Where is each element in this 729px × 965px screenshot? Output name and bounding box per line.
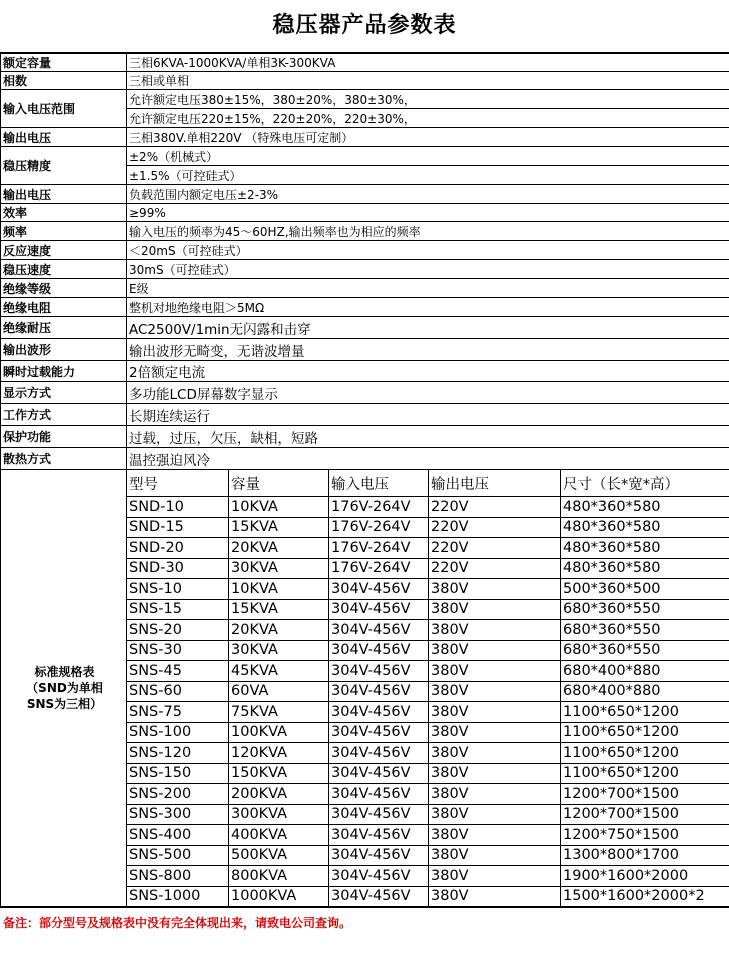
spec-label-line: SNS为三相）	[26, 697, 103, 711]
footnote: 备注：部分型号及规格表中没有完全体现出来，请致电公司查询。	[0, 907, 729, 938]
spec-cell: 380V	[429, 681, 561, 702]
spec-cell: 380V	[429, 661, 561, 682]
spec-cell: 304V-456V	[329, 743, 429, 764]
param-key: 频率	[1, 222, 127, 241]
spec-cell: 304V-456V	[329, 640, 429, 661]
param-key: 相数	[1, 72, 127, 90]
spec-cell: 60VA	[229, 681, 329, 702]
param-value: 允许额定电压220±15%，220±20%，220±30%，	[127, 109, 729, 128]
param-value: 负载范围内额定电压±2-3%	[127, 185, 729, 204]
spec-cell: 150KVA	[229, 763, 329, 784]
spec-cell: 176V-264V	[329, 538, 429, 559]
spec-cell: 680*400*880	[561, 661, 729, 682]
spec-cell: 15KVA	[229, 517, 329, 538]
spec-cell: 220V	[429, 538, 561, 559]
param-key: 额定容量	[1, 54, 127, 72]
spec-cell: 380V	[429, 579, 561, 600]
spec-cell: SNS-150	[127, 763, 229, 784]
param-key: 显示方式	[1, 382, 127, 404]
spec-cell: 300KVA	[229, 804, 329, 825]
param-row	[1, 222, 729, 241]
spec-header-row	[1, 470, 729, 497]
param-value: 输出波形无畸变，无谐波增量	[127, 339, 729, 361]
param-row	[1, 185, 729, 204]
spec-cell: 400KVA	[229, 825, 329, 846]
spec-table-label	[1, 470, 127, 907]
spec-cell: 220V	[429, 558, 561, 579]
spec-cell: 380V	[429, 763, 561, 784]
spec-cell: 304V-456V	[329, 825, 429, 846]
spec-cell: SNS-30	[127, 640, 229, 661]
spec-cell: 120KVA	[229, 743, 329, 764]
spec-cell: 304V-456V	[329, 579, 429, 600]
spec-cell: 380V	[429, 743, 561, 764]
spec-cell: 380V	[429, 886, 561, 907]
param-row	[1, 361, 729, 382]
param-row	[1, 448, 729, 470]
spec-cell: 304V-456V	[329, 866, 429, 887]
param-key: 绝缘电阻	[1, 298, 127, 317]
param-key: 反应速度	[1, 241, 127, 260]
spec-cell: SNS-75	[127, 702, 229, 723]
param-row	[1, 204, 729, 222]
spec-cell: 680*360*550	[561, 620, 729, 641]
spec-cell: 100KVA	[229, 722, 329, 743]
param-value: ＜20mS（可控硅式）	[127, 241, 729, 260]
parameter-table	[0, 53, 729, 907]
param-value: AC2500V/1min无闪露和击穿	[127, 317, 729, 339]
param-value: 输入电压的频率为45～60HZ,输出频率也为相应的频率	[127, 222, 729, 241]
param-key: 瞬时过载能力	[1, 361, 127, 382]
spec-cell: 45KVA	[229, 661, 329, 682]
spec-cell: 480*360*580	[561, 497, 729, 518]
spec-cell: 20KVA	[229, 620, 329, 641]
spec-label-line: 标准规格表	[34, 665, 95, 679]
param-key: 输出电压	[1, 128, 127, 147]
spec-cell: 380V	[429, 845, 561, 866]
spec-cell: 75KVA	[229, 702, 329, 723]
param-row	[1, 90, 729, 109]
spec-cell: 304V-456V	[329, 722, 429, 743]
spec-cell: 500KVA	[229, 845, 329, 866]
spec-column-header: 尺寸（长*宽*高）	[561, 470, 729, 497]
spec-cell: 176V-264V	[329, 558, 429, 579]
spec-cell: SNS-300	[127, 804, 229, 825]
spec-cell: SNS-200	[127, 784, 229, 805]
spec-cell: SNS-45	[127, 661, 229, 682]
spec-column-header: 输入电压	[329, 470, 429, 497]
spec-cell: 1000KVA	[229, 886, 329, 907]
spec-cell: 380V	[429, 825, 561, 846]
param-row	[1, 54, 729, 72]
spec-cell: 20KVA	[229, 538, 329, 559]
spec-cell: 380V	[429, 640, 561, 661]
spec-cell: 304V-456V	[329, 763, 429, 784]
spec-cell: 380V	[429, 722, 561, 743]
spec-cell: SNS-100	[127, 722, 229, 743]
param-value: 多功能LCD屏幕数字显示	[127, 382, 729, 404]
spec-cell: 304V-456V	[329, 886, 429, 907]
param-value: 长期连续运行	[127, 404, 729, 426]
spec-cell: 200KVA	[229, 784, 329, 805]
param-key: 输出波形	[1, 339, 127, 361]
spec-cell: 176V-264V	[329, 517, 429, 538]
param-row	[1, 128, 729, 147]
spec-cell: 500*360*500	[561, 579, 729, 600]
param-row	[1, 72, 729, 90]
param-value: ≥99%	[127, 204, 729, 222]
param-value: 2倍额定电流	[127, 361, 729, 382]
spec-cell: 304V-456V	[329, 804, 429, 825]
spec-cell: SNS-20	[127, 620, 229, 641]
page-title: 稳压器产品参数表	[0, 0, 729, 53]
spec-cell: SNS-15	[127, 599, 229, 620]
spec-cell: 380V	[429, 804, 561, 825]
spec-label-line: （SND为单相	[26, 681, 103, 695]
spec-cell: SNS-1000	[127, 886, 229, 907]
spec-cell: SND-15	[127, 517, 229, 538]
param-value: ±2%（机械式）	[127, 147, 729, 166]
spec-cell: 30KVA	[229, 640, 329, 661]
spec-cell: 15KVA	[229, 599, 329, 620]
spec-cell: 1500*1600*2000*2	[561, 886, 729, 907]
param-row	[1, 339, 729, 361]
param-key: 工作方式	[1, 404, 127, 426]
param-row	[1, 298, 729, 317]
spec-cell: 380V	[429, 702, 561, 723]
spec-cell: 1200*750*1500	[561, 825, 729, 846]
spec-cell: 176V-264V	[329, 497, 429, 518]
spec-cell: 1300*800*1700	[561, 845, 729, 866]
spec-cell: 30KVA	[229, 558, 329, 579]
param-value: ±1.5%（可控硅式）	[127, 166, 729, 185]
param-key: 输出电压	[1, 185, 127, 204]
param-value: 允许额定电压380±15%，380±20%，380±30%，	[127, 90, 729, 109]
param-value: 温控强迫风冷	[127, 448, 729, 470]
spec-cell: 304V-456V	[329, 845, 429, 866]
spec-cell: 1200*700*1500	[561, 784, 729, 805]
spec-column-header: 型号	[127, 470, 229, 497]
param-value: 过载，过压，欠压，缺相，短路	[127, 426, 729, 448]
param-key: 绝缘等级	[1, 279, 127, 298]
param-row	[1, 426, 729, 448]
param-key: 稳压精度	[1, 147, 127, 185]
spec-column-header: 输出电压	[429, 470, 561, 497]
spec-cell: SNS-120	[127, 743, 229, 764]
spec-cell: 304V-456V	[329, 784, 429, 805]
spec-cell: SND-10	[127, 497, 229, 518]
spec-cell: 220V	[429, 517, 561, 538]
spec-cell: 380V	[429, 784, 561, 805]
spec-cell: SNS-500	[127, 845, 229, 866]
param-value: E级	[127, 279, 729, 298]
spec-cell: 480*360*580	[561, 517, 729, 538]
param-row	[1, 147, 729, 166]
spec-cell: 10KVA	[229, 579, 329, 600]
param-row	[1, 317, 729, 339]
spec-cell: 680*360*550	[561, 599, 729, 620]
param-value: 三相6KVA-1000KVA/单相3K-300KVA	[127, 54, 729, 72]
spec-cell: 480*360*580	[561, 558, 729, 579]
spec-cell: 1100*650*1200	[561, 702, 729, 723]
spec-cell: 680*360*550	[561, 640, 729, 661]
spec-cell: 680*400*880	[561, 681, 729, 702]
spec-cell: 1100*650*1200	[561, 743, 729, 764]
param-value: 三相或单相	[127, 72, 729, 90]
spec-cell: SNS-60	[127, 681, 229, 702]
spec-cell: 380V	[429, 599, 561, 620]
spec-cell: 220V	[429, 497, 561, 518]
param-row	[1, 404, 729, 426]
spec-cell: 304V-456V	[329, 681, 429, 702]
param-key: 散热方式	[1, 448, 127, 470]
param-value: 整机对地绝缘电阻＞5MΩ	[127, 298, 729, 317]
spec-cell: SNS-400	[127, 825, 229, 846]
spec-cell: 1100*650*1200	[561, 763, 729, 784]
spec-cell: 380V	[429, 620, 561, 641]
param-row	[1, 279, 729, 298]
param-key: 效率	[1, 204, 127, 222]
spec-cell: 800KVA	[229, 866, 329, 887]
spec-cell: 304V-456V	[329, 599, 429, 620]
spec-cell: 304V-456V	[329, 702, 429, 723]
param-key: 稳压速度	[1, 260, 127, 279]
param-row	[1, 260, 729, 279]
param-key: 输入电压范围	[1, 90, 127, 128]
param-value: 30mS（可控硅式）	[127, 260, 729, 279]
spec-cell: SND-20	[127, 538, 229, 559]
spec-cell: 1200*700*1500	[561, 804, 729, 825]
spec-cell: SNS-800	[127, 866, 229, 887]
spec-cell: 380V	[429, 866, 561, 887]
param-key: 绝缘耐压	[1, 317, 127, 339]
param-row	[1, 382, 729, 404]
spec-cell: 304V-456V	[329, 661, 429, 682]
spec-cell: 1100*650*1200	[561, 722, 729, 743]
param-row	[1, 241, 729, 260]
param-value: 三相380V.单相220V （特殊电压可定制）	[127, 128, 729, 147]
spec-cell: 1900*1600*2000	[561, 866, 729, 887]
spec-cell: 10KVA	[229, 497, 329, 518]
spec-cell: 304V-456V	[329, 620, 429, 641]
spec-cell: SNS-10	[127, 579, 229, 600]
spec-cell: 480*360*580	[561, 538, 729, 559]
param-key: 保护功能	[1, 426, 127, 448]
spec-cell: SND-30	[127, 558, 229, 579]
spec-column-header: 容量	[229, 470, 329, 497]
